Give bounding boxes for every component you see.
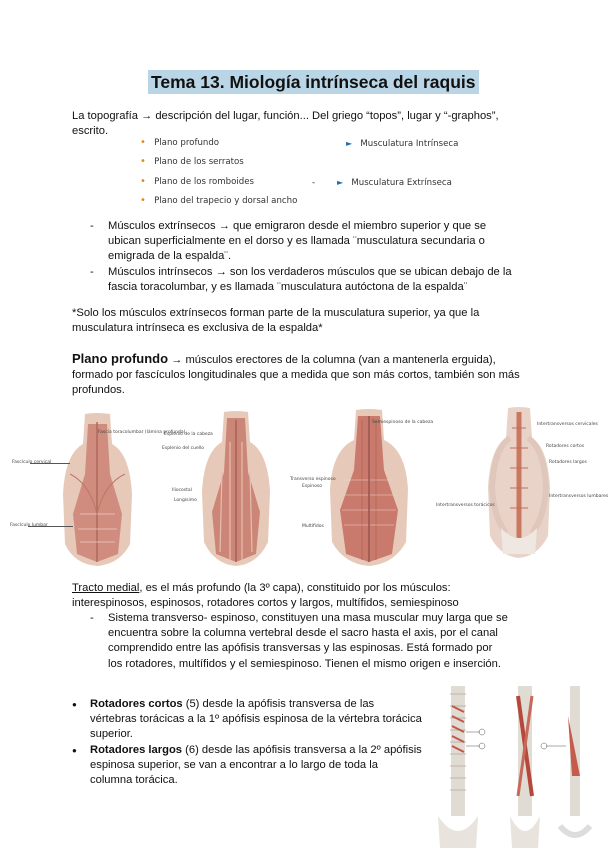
- figure-label: Esplenio de la cabeza: [164, 432, 213, 437]
- arrow-right-icon: ►: [336, 178, 344, 187]
- back-muscles-figure-3: [328, 410, 410, 566]
- figure-label: Intertransversos torácicos: [436, 503, 495, 508]
- figure-label: Rotadores largos: [549, 460, 587, 465]
- medial-tract-paragraph: [72, 581, 527, 611]
- back-muscles-figure-row: [0, 400, 608, 570]
- figure-label: Fascículo lumbar: [10, 523, 48, 528]
- rotator-item: ● Rotadores largos (6) desde las apófisis transversa a la 2º apófisis espinosa superior, se van a encontrar a lo largo de toda la columna torácica.: [72, 743, 422, 789]
- definitions-list: [90, 219, 520, 295]
- figure-label: Longísimo: [174, 498, 197, 503]
- plane-item: • Plano profundo: [140, 137, 220, 148]
- back-muscles-figure-1: [60, 414, 135, 566]
- figure-label: Esplenio del cuello: [162, 446, 205, 451]
- deep-plane-text: → músculos erectores de la columna (van a mantenerla erguida), formado por fascículos longitudinales que a medida que son más cortos, también son más profundos.: [72, 354, 520, 397]
- figure-label: Intertransversos cervicales: [537, 422, 598, 427]
- figure-label: Fascia toracolumbar (lámina profunda): [98, 430, 186, 435]
- figure-label: Rotadores cortos: [546, 444, 585, 449]
- figure-label: Iliocostal: [172, 488, 192, 493]
- rotator-item: ● Rotadores cortos (5) desde la apófisis transversa de las vértebras torácicas a la 1º apófisis espinosa de la vértebra torácica superior.: [72, 697, 422, 743]
- figure-label: Fascículo cervical: [12, 460, 52, 465]
- plane-item: • Plano del trapecio y dorsal ancho: [140, 195, 298, 206]
- plane-item: • Plano de los serratos: [140, 156, 244, 167]
- page-title: Tema 13. Miología intrínseca del raquis: [148, 70, 479, 94]
- rotators-figure: [430, 676, 600, 848]
- medial-tract-sublist: [90, 611, 510, 672]
- figure-label: Multífidos: [302, 524, 324, 529]
- definition-item: - Músculos extrínsecos → que emigraron desde el miembro superior y que se ubican superficialmente en el dorso y es llamada ¨musculatura secundaria o emigrada de la espalda¨.: [90, 219, 520, 265]
- figure-label: Semiespinoso de la cabeza: [372, 420, 434, 425]
- extrinsic-label: - ► Musculatura Extrínseca: [312, 178, 452, 188]
- plane-item: • Plano de los romboides: [140, 176, 255, 187]
- figure-label: Transverso espinoso: [290, 477, 336, 482]
- deep-plane-paragraph: [72, 351, 522, 399]
- arrow-right-icon: ►: [346, 139, 353, 148]
- intrinsic-label: ► Musculatura Intrínseca: [346, 139, 459, 149]
- figure-label: Espinoso: [302, 484, 322, 489]
- transverso-espinoso-item: - Sistema transverso- espinoso, constituyen una masa muscular muy larga que se encuentra sobre la columna vertebral desde el sacro hasta el axis, por el canal comprendido entre las apófisis transversas y las espinosas. Está formado por los rotadores, multífidos y el semiespinoso. Tienen el mismo origen e inserción.: [90, 611, 510, 672]
- intro-paragraph: La topografía → descripción del lugar, función... Del griego “topos”, lugar y “-graphos”, escrito.: [72, 110, 499, 138]
- medial-tract-heading: Tracto medial: [72, 582, 140, 594]
- deep-plane-heading: Plano profundo: [72, 351, 169, 366]
- medial-tract-text: , es el más profundo (la 3º capa), constituido por los músculos: interespinosos, espinosos, rotadores cortos y largos, multífidos, semiespinoso: [72, 582, 459, 610]
- definition-item: - Músculos intrínsecos → son los verdaderos músculos que se ubican debajo de la fascia toracolumbar, y es llamada ¨musculatura autóctona de la espalda¨: [90, 265, 520, 295]
- rotators-list: [72, 697, 422, 788]
- back-muscles-figure-4: [486, 408, 552, 558]
- note-paragraph: *Solo los músculos extrínsecos forman parte de la musculatura superior, ya que la musculatura intrínseca es exclusiva de la espalda*: [72, 307, 480, 335]
- figure-label: Intertransversos lumbares: [549, 494, 608, 499]
